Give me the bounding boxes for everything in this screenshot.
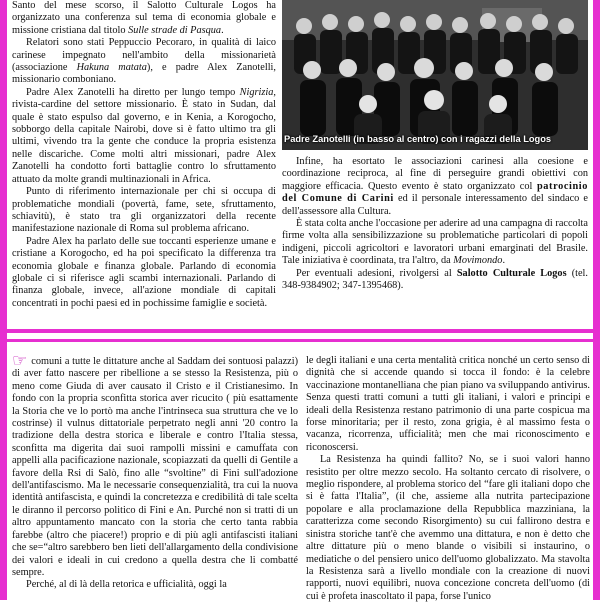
paragraph: Punto di riferimento internazionale per chi si occupa di problematiche mondiali (povertà, fame, sete, sfruttamento, schiavitù), è stato tra gli organizzatori della recente manifestazione nazionale di Roma sul problema africano.: [12, 186, 276, 235]
group-photo-illustration: [282, 0, 588, 150]
paragraph: Per eventuali adesioni, rivolgersi al Salotto Culturale Logos (tel. 348-9384902; 347-1395468).: [282, 267, 588, 292]
paragraph: Perché, al di là della retorica e ufficialità, oggi la: [26, 579, 227, 591]
paragraph: La Resistenza ha quindi fallito? No, se i suoi valori hanno resistito per oltre mezzo secolo. Ha soltanto cercato di risolvere, o meglio rispondere, al problema storico del “fare gli italiani dopo che si è fatta l'Italia”, (il che, assieme alla nutrita partecipazione popolare e alla proclamazione della Repubblica mazziniana, la caratterizza come secondo Risorgimento) su cui fallirono destra e sinistra storiche tant'è che avemmo una dittatura, e non è detto che altre dittature più o meno blande o visibili si instaurino, o mediatiche o del pensiero unico dell'uomo globalizzato. Ma stavolta la Resistenza sarà a livello mondiale con la creazione di nuovi rapporti, nuovi equilibri, nuova concezione concreta dell'uomo (di cui è profeta inascoltato il papa, forse l'unico: [306, 454, 590, 602]
paragraph: le degli italiani e una certa mentalità critica nonché un certo senso di dignità che si accende quando si tocca il fondo: è la celebre vaccinazione montanelliana che pian piano va sviluppando antivirus. Senza questi tratti comuni a tutti gli italiani, i valori e principi e ideali della Resistenza restano patrimonio di una parte cospicua ma forse minoritaria; per il resto, zona grigia, è al massimo festa o vacanza, ricorrenza, ufficialità; men che mai riconoscimento e riconoscersi.: [306, 355, 590, 453]
paragraph: È stata colta anche l'occasione per aderire ad una campagna di raccolta firme volta alla sensibilizzazione su problematiche particolari di popoli indigeni, piccoli agricoltori e lavoratori urbani emarginati del Brasile. Tale iniziativa è coordinata, tra l'altro, da Movimondo.: [282, 218, 588, 267]
section-divider: [7, 329, 593, 333]
left-accent-stripe: [0, 0, 7, 600]
paragraph: Padre Alex ha parlato delle sue toccanti esperienze umane e cristiane a Korogocho, ed ha poi specificato la differenza tra economia globale e finanza globale. Parlando di economia globale ci si riferisce agli scambi internazionali. Parlando di finanza globale, invece, all'azione mondiale di capitali concentrati in pochi paesi ed in pochissime famiglie e società.: [12, 235, 276, 309]
article2-column-right: [306, 355, 590, 603]
article1-column-left: [12, 0, 276, 310]
right-accent-stripe: [593, 0, 600, 600]
pointing-hand-icon: ☞: [12, 351, 28, 371]
article1-column-right: [282, 156, 588, 292]
paragraph: ☞ comuni a tutte le dittature anche al Saddam dei sontuosi palazzi) di aver fatto nascere per ribellione a se stesso la Resistenza, più o meno come Giuda di aver causato il Cristo e il Cristianesimo. In fondo con la propria sconfitta storica aver ricucito ( più esattamente la Storia che ve lo portò ma anche l'intrinseca sua struttura che ve lo costrinse) il vulnus dittatoriale perpetrato negli anni '20 contro la tradizione della destra storica e liberale e contro l'Italia stessa, sconfitta ma digerita dai suoi rampolli missini e camuffata con appelli alla pacificazione nazionale, scopiazzati da quelli di Gentile a favore della Rsi di Salò, fino alle “svoltine” di Fini sull'adozione dell'antifascismo. Ma le necessarie consequenzialità, tra cui la nuova identità antifascista, e quindi la concretezza e credibilità di tale scelta le diranno il percorso politico di Fini e An. Purché non si tratti di un altro appuntamento mancato con la storia che certo tanta rabbia farebbe (altro che piacere!) proprio e di più agli antifascisti italiani che se=“altro sarebbero ben lieti dell'allargamento della condivisione dei valori e ideali in cui credono a quella destra che li combatté sempre.: [12, 351, 298, 578]
photo-caption: Padre Zanotelli (in basso al centro) con i ragazzi della Logos: [284, 134, 552, 144]
paragraph: Santo del mese scorso, il Salotto Culturale Logos ha organizzato una conferenza sul tema di economia globale e missione cristiana dal titolo Sulle strade di Pasqua.: [12, 0, 276, 36]
group-photo: [282, 0, 588, 150]
section-divider: [7, 339, 593, 342]
paragraph: Padre Alex Zanotelli ha diretto per lungo tempo Nigrizia, rivista-cardine del settore missionario. È stato in Sudan, dal quale è stato espulso dal governo, e in Kenia, a Korogocho, sobborgo della capitale Nairobi, dove si è fatto ultimo tra gli ultimi, vivendo tra la gente che conduce la propria esistenza nelle discariche. Come molti altri missionari, padre Alex Zanotelli ha condotto forti battaglie contro lo sfruttamento attuato da molte grandi multinazionali in Africa.: [12, 86, 276, 185]
paragraph: Relatori sono stati Peppuccio Pecoraro, in qualità di laico carinese impegnato nell'ambito della missionarietà (associazione Hakuna matata), e padre Alex Zanotelli, missionario comboniano.: [12, 37, 276, 86]
article2-column-left: [12, 351, 298, 592]
paragraph: Infine, ha esortato le associazioni carinesi alla coesione e coordinazione reciproca, al fine di perseguire grandi obiettivi con maggiore efficacia. Questo evento è stato organizzato col patrocinio del Comune di Carini ed il personale interessamento del sindaco e dell'assessore alla Cultura.: [282, 156, 589, 217]
